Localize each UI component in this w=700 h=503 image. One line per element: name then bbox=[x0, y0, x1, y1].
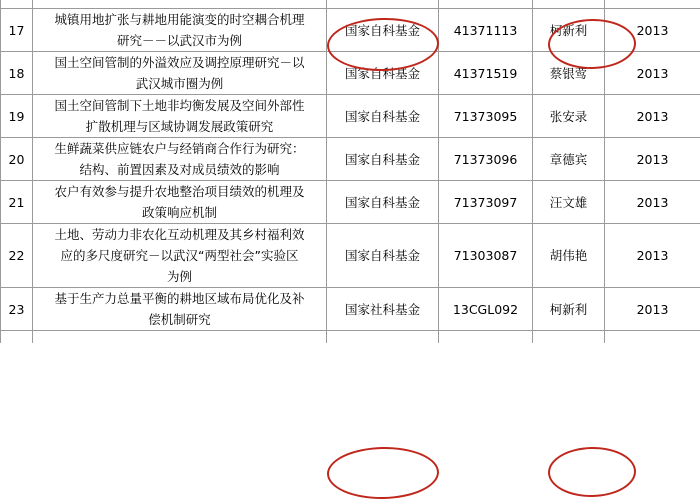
cell-year: 2013 bbox=[605, 224, 700, 288]
cell-index: 21 bbox=[1, 181, 33, 224]
cell-title bbox=[33, 331, 327, 344]
cell-fund: 国家自科基金 bbox=[327, 224, 439, 288]
cell-number bbox=[439, 0, 533, 9]
cell-number: 71373095 bbox=[439, 95, 533, 138]
title-line: 结构、前置因素及对成员绩效的影响 bbox=[79, 162, 280, 177]
cell-number: 13CGL092 bbox=[439, 288, 533, 331]
table-row-partial-bottom bbox=[1, 331, 700, 344]
title-line: 研究－－以武汉市为例 bbox=[116, 33, 242, 48]
cell-year: 2013 bbox=[605, 181, 700, 224]
cell-number: 41371113 bbox=[439, 9, 533, 52]
cell-person: 蔡银莺 bbox=[533, 52, 605, 95]
cell-index bbox=[1, 0, 33, 9]
table-row bbox=[1, 52, 700, 95]
cell-person: 张安录 bbox=[533, 95, 605, 138]
cell-number: 71373097 bbox=[439, 181, 533, 224]
cell-person: 胡伟艳 bbox=[533, 224, 605, 288]
cell-title bbox=[33, 288, 327, 331]
cell-person: 柯新利 bbox=[533, 288, 605, 331]
title-line: 基于生产力总量平衡的耕地区域布局优化及补 bbox=[54, 291, 305, 306]
cell-year: 2013 bbox=[605, 95, 700, 138]
table-row bbox=[1, 9, 700, 52]
table-row bbox=[1, 224, 700, 288]
cell-fund bbox=[327, 331, 439, 344]
cell-title bbox=[33, 52, 327, 95]
cell-number: 41371519 bbox=[439, 52, 533, 95]
cell-year: 2013 bbox=[605, 52, 700, 95]
cell-person: 柯新利 bbox=[533, 9, 605, 52]
cell-index: 23 bbox=[1, 288, 33, 331]
cell-year: 2013 bbox=[605, 138, 700, 181]
cell-person bbox=[533, 0, 605, 9]
title-line: 土地、劳动力非农化互动机理及其乡村福利效 bbox=[54, 227, 305, 242]
cell-number bbox=[439, 331, 533, 344]
cell-year: 2013 bbox=[605, 288, 700, 331]
cell-title bbox=[33, 95, 327, 138]
cell-number: 71373096 bbox=[439, 138, 533, 181]
cell-index bbox=[1, 331, 33, 344]
title-line: 为例 bbox=[166, 269, 192, 284]
title-line: 国土空间管制下土地非均衡发展及空间外部性 bbox=[54, 98, 305, 113]
ellipse-annotation-fund-row-23 bbox=[327, 446, 440, 500]
table-row bbox=[1, 288, 700, 331]
cell-fund: 国家社科基金 bbox=[327, 288, 439, 331]
title-line: 应的多尺度研究－以武汉“两型社会”实验区 bbox=[60, 248, 299, 263]
title-line: 政策响应机制 bbox=[141, 205, 217, 220]
cell-fund: 国家自科基金 bbox=[327, 9, 439, 52]
table-row-partial-top bbox=[1, 0, 700, 9]
title-line: 国土空间管制的外溢效应及调控原理研究－以 bbox=[54, 55, 305, 70]
cell-fund bbox=[327, 0, 439, 9]
cell-person: 汪文雄 bbox=[533, 181, 605, 224]
cell-title bbox=[33, 224, 327, 288]
cell-title bbox=[33, 0, 327, 9]
cell-title bbox=[33, 181, 327, 224]
title-line: 农户有效参与提升农地整治项目绩效的机理及 bbox=[54, 184, 305, 199]
cell-number: 71303087 bbox=[439, 224, 533, 288]
title-line: 城镇用地扩张与耕地用能演变的时空耦合机理 bbox=[54, 12, 305, 27]
cell-fund: 国家自科基金 bbox=[327, 95, 439, 138]
cell-title bbox=[33, 9, 327, 52]
table-row bbox=[1, 181, 700, 224]
table-row bbox=[1, 95, 700, 138]
title-line: 偿机制研究 bbox=[148, 312, 211, 327]
cell-year bbox=[605, 331, 700, 344]
title-line: 武汉城市圈为例 bbox=[135, 76, 224, 91]
ellipse-annotation-person-row-23 bbox=[548, 446, 637, 498]
title-line: 扩散机理与区域协调发展政策研究 bbox=[85, 119, 274, 134]
cell-person: 章德宾 bbox=[533, 138, 605, 181]
cell-fund: 国家自科基金 bbox=[327, 138, 439, 181]
cell-title bbox=[33, 138, 327, 181]
cell-index: 18 bbox=[1, 52, 33, 95]
title-line: 生鲜蔬菜供应链农户与经销商合作行为研究： bbox=[54, 141, 305, 156]
cell-index: 19 bbox=[1, 95, 33, 138]
cell-person bbox=[533, 331, 605, 344]
cell-year bbox=[605, 0, 700, 9]
cell-year: 2013 bbox=[605, 9, 700, 52]
cell-index: 22 bbox=[1, 224, 33, 288]
cell-index: 20 bbox=[1, 138, 33, 181]
cell-fund: 国家自科基金 bbox=[327, 52, 439, 95]
table-row bbox=[1, 138, 700, 181]
cell-index: 17 bbox=[1, 9, 33, 52]
cell-fund: 国家自科基金 bbox=[327, 181, 439, 224]
